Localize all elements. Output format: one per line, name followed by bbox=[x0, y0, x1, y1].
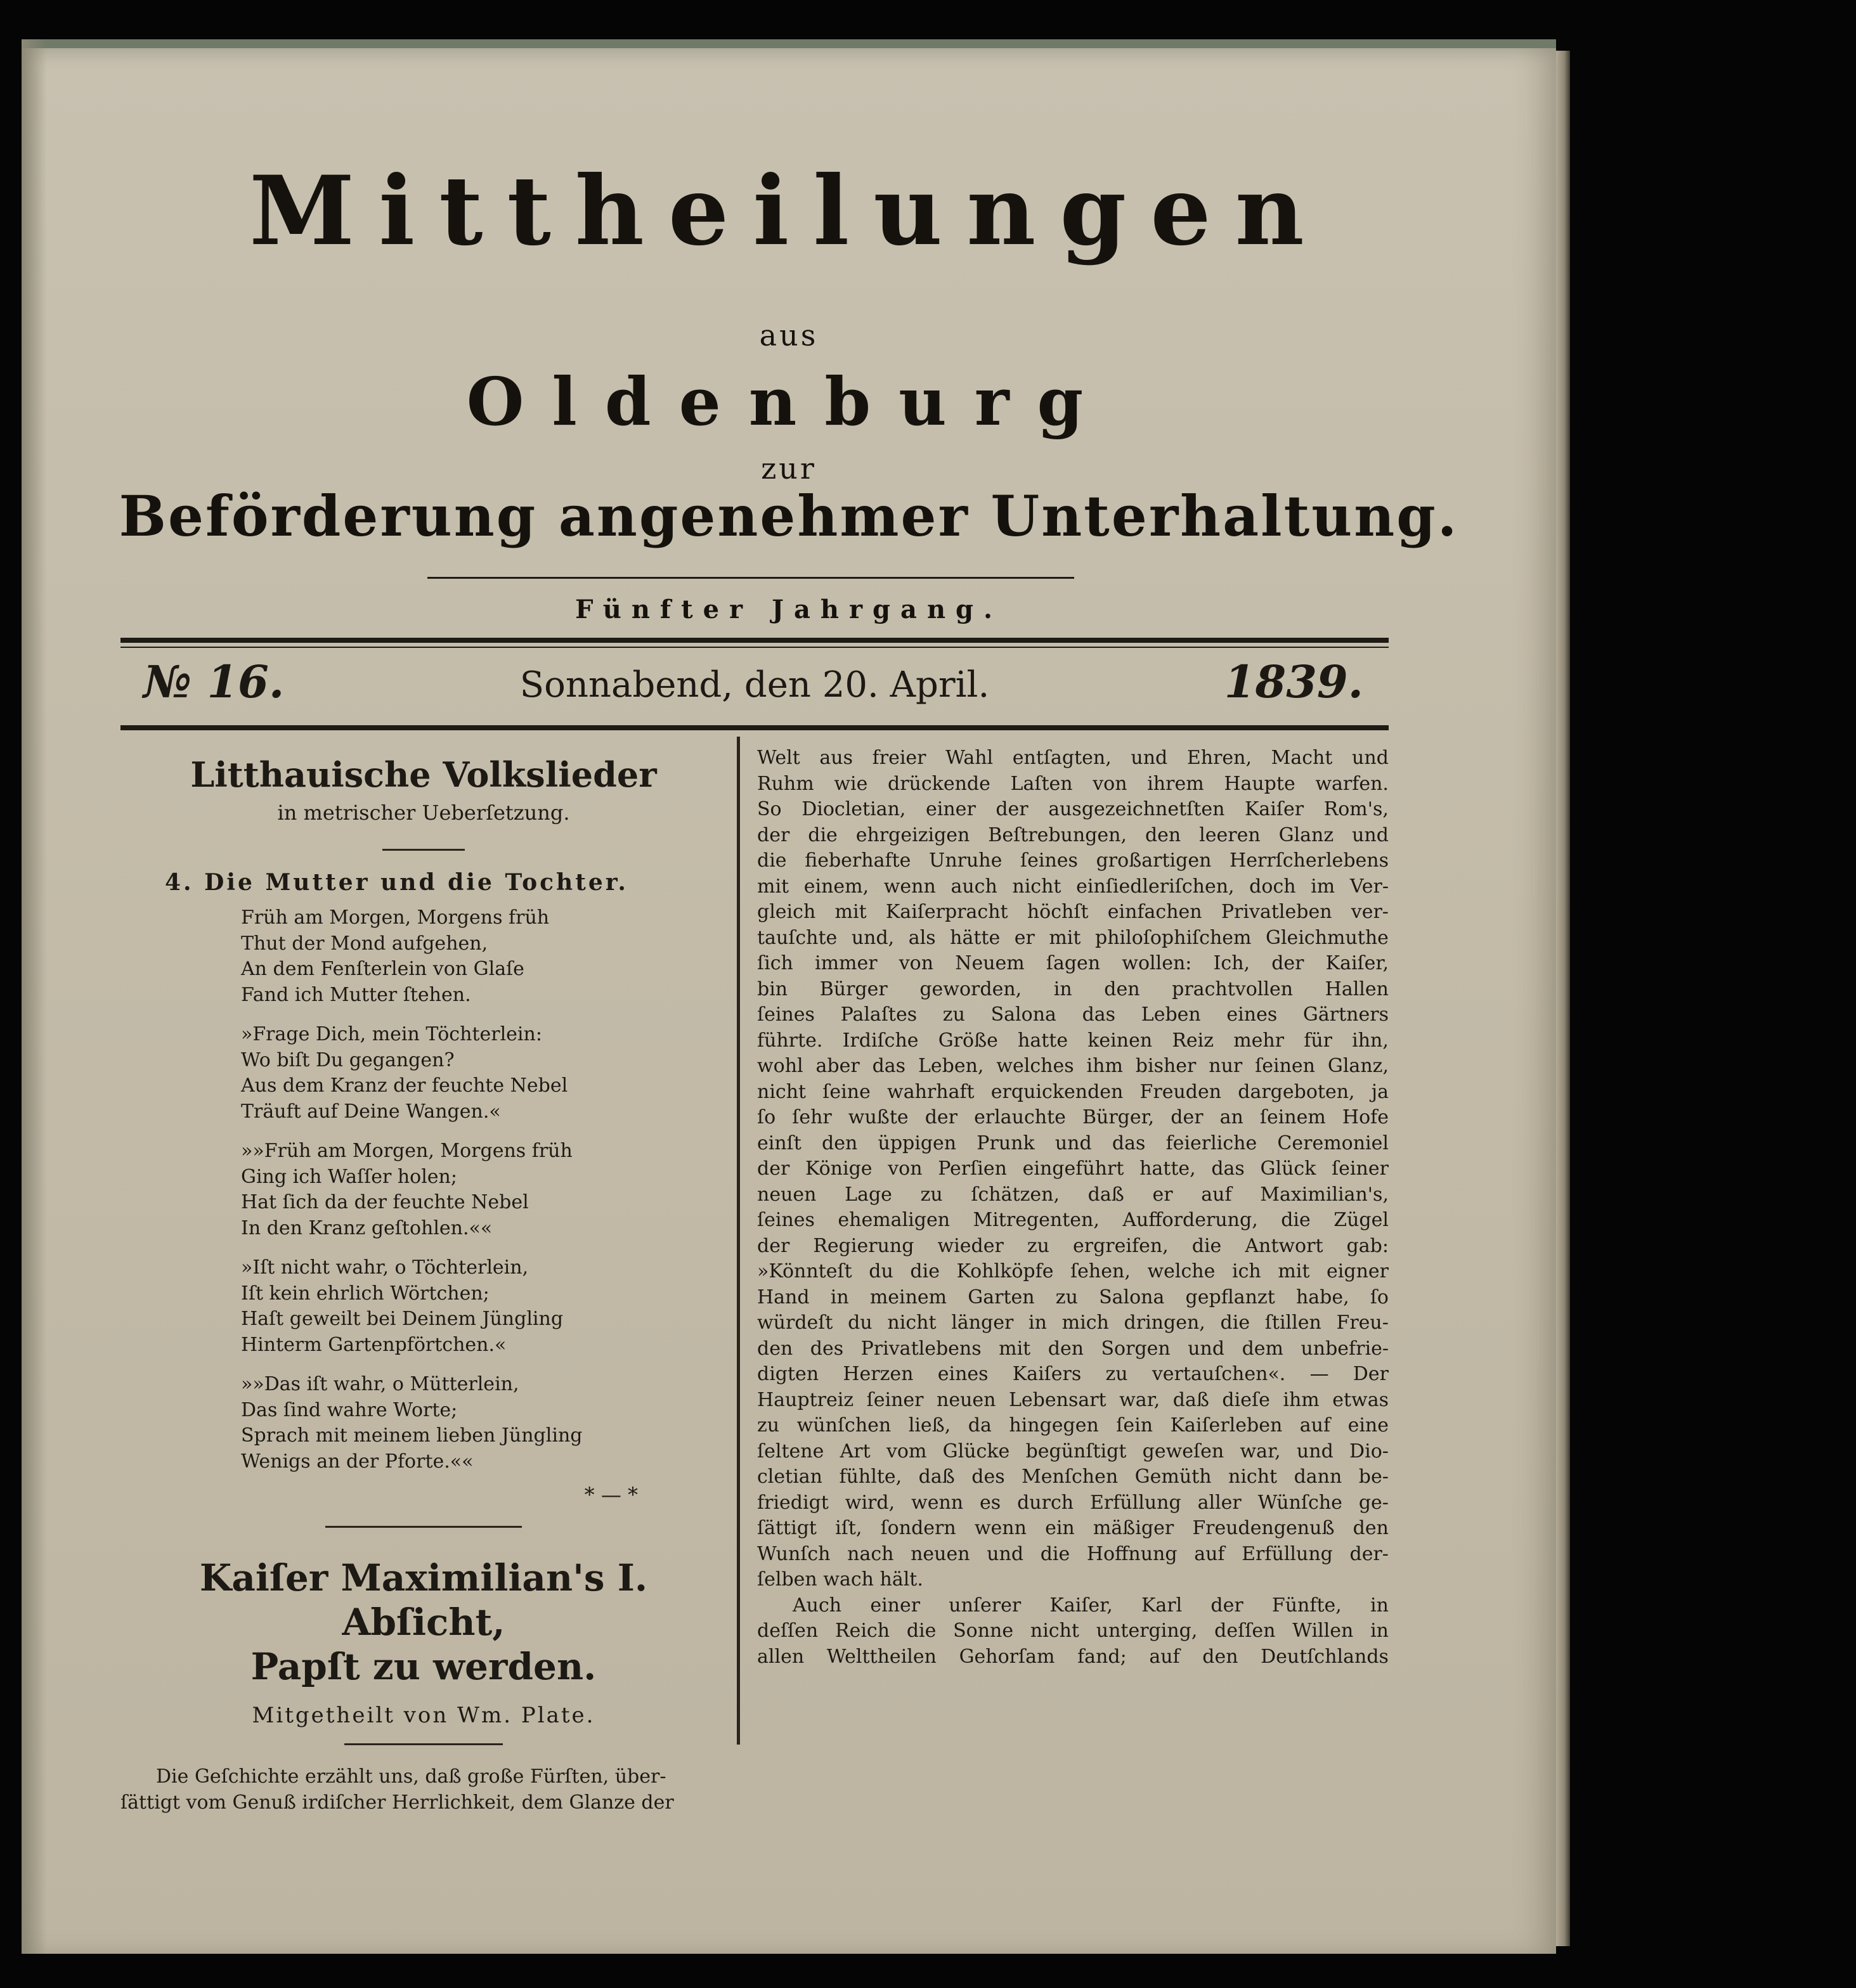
poem-line: Aus dem Kranz der feuchte Nebel bbox=[241, 1075, 568, 1097]
article-line: So Diocletian, einer der ausgezeichnetſten Kaiſer Rom's, bbox=[757, 798, 1389, 820]
poem-line: »Frage Dich, mein Töchterlein: bbox=[241, 1023, 542, 1045]
article-line: Welt aus freier Wahl entſagten, und Ehren, Macht und bbox=[757, 747, 1389, 769]
poem-line: Wo biſt Du gegangen? bbox=[241, 1049, 455, 1071]
poem-stanza bbox=[241, 1139, 727, 1241]
poem-section-subheading: in metrischer Ueberſetzung. bbox=[277, 801, 570, 825]
poem-line: In den Kranz geſtohlen.«« bbox=[241, 1217, 493, 1239]
byline-divider bbox=[344, 1743, 503, 1745]
issue-rule-top-thin bbox=[120, 647, 1389, 648]
poem-stanza bbox=[241, 1255, 727, 1358]
poem-line: Haſt geweilt bei Deinem Jüngling bbox=[241, 1308, 564, 1330]
poem-line: Sprach mit meinem lieben Jüngling bbox=[241, 1424, 583, 1447]
poem-line: Das ſind wahre Worte; bbox=[241, 1398, 458, 1421]
article-line: friedigt wird, wenn es durch Erfüllung aller Wünſche ge- bbox=[757, 1491, 1389, 1514]
article-line: cletian fühlte, daß des Menſchen Gemüth nicht dann be- bbox=[757, 1466, 1389, 1488]
poem-stanza bbox=[241, 1022, 727, 1125]
masthead-place: Oldenburg bbox=[466, 363, 1112, 441]
poem-section-heading: Litthauische Volkslieder bbox=[190, 754, 657, 795]
article-line: »Könnteſt du die Kohlköpfe ſehen, welche ich mit eigner bbox=[757, 1260, 1389, 1282]
article-line: Die Geſchichte erzählt uns, daß große Fürſten, über- bbox=[156, 1765, 666, 1788]
issue-number: № 16. bbox=[143, 655, 285, 708]
poem-line: Fand ich Mutter ſtehen. bbox=[241, 983, 471, 1006]
article-line: ſeines Palaſtes zu Salona das Leben eines Gärtners bbox=[757, 1004, 1389, 1026]
poem-line: Früh am Morgen, Morgens früh bbox=[241, 907, 550, 929]
poem-line: An dem Fenſterlein von Glaſe bbox=[241, 958, 524, 980]
article-line: ſo ſehr wußte der erlauchte Bürger, der an ſeinem Hofe bbox=[757, 1106, 1389, 1128]
masthead-rule bbox=[427, 577, 1074, 579]
poem-line: Ging ich Waſſer holen; bbox=[241, 1165, 457, 1188]
masthead-aus: aus bbox=[759, 318, 819, 352]
article-line: ſättigt iſt, ſondern wenn ein mäßiger Freudengenuß den bbox=[757, 1517, 1389, 1539]
masthead-title: Mittheilungen bbox=[249, 155, 1328, 267]
issue-rule-bottom bbox=[120, 725, 1389, 730]
article-line: ſeltene Art vom Glücke begünſtigt geweſen war, und Dio- bbox=[757, 1440, 1389, 1462]
article-line: die fieberhafte Unruhe ſeines großartigen Herrſcherlebens bbox=[757, 849, 1389, 872]
article-line: bin Bürger geworden, in den prachtvollen Hallen bbox=[757, 978, 1389, 1000]
article-line: gleich mit Kaiſerpracht höchſt einfachen Privatleben ver- bbox=[757, 901, 1389, 923]
article-line: wohl aber das Leben, welches ihm bisher nur ſeinen Glanz, bbox=[757, 1055, 1389, 1077]
article-line: allen Welttheilen Gehorſam fand; auf den Deutſchlands bbox=[757, 1645, 1389, 1668]
issue-line bbox=[120, 652, 1389, 721]
poem-line: Hinterm Gartenpförtchen.« bbox=[241, 1333, 507, 1356]
poem-line: Wenigs an der Pforte.«« bbox=[241, 1450, 474, 1473]
poem-line: »Iſt nicht wahr, o Töchterlein, bbox=[241, 1256, 529, 1279]
poem-line: »»Früh am Morgen, Morgens früh bbox=[241, 1140, 573, 1162]
article-line: ſelben wach hält. bbox=[757, 1568, 923, 1591]
article-line: Ruhm wie drückende Laſten von ihrem Haupte warfen. bbox=[757, 772, 1389, 795]
article-line: deſſen Reich die Sonne nicht unterging, deſſen Willen in bbox=[757, 1620, 1389, 1642]
newspaper-page bbox=[22, 39, 1556, 1954]
article-line: nicht ſeine wahrhaft erquickenden Freuden dargeboten, ja bbox=[757, 1080, 1389, 1103]
article-line: Auch einer unſerer Kaiſer, Karl der Fünfte, in bbox=[793, 1594, 1389, 1617]
section-divider bbox=[325, 1526, 522, 1528]
column-divider bbox=[737, 737, 740, 1745]
article-line: der Könige von Perſien eingeführt hatte, das Glück ſeiner bbox=[757, 1158, 1389, 1180]
poem-line: Iſt kein ehrlich Wörtchen; bbox=[241, 1282, 490, 1305]
article-line: den des Privatlebens mit den Sorgen und dem unbefrie- bbox=[757, 1337, 1389, 1360]
article-line: Wunſch nach neuen und die Hoffnung auf Erfüllung der- bbox=[757, 1542, 1389, 1565]
masthead-subtitle: Beförderung angenehmer Unterhaltung. bbox=[119, 483, 1459, 549]
masthead-zur: zur bbox=[761, 451, 817, 486]
page-edge bbox=[1556, 51, 1570, 1946]
article-line: Hauptreiz ſeiner neuen Lebensart war, daß dieſe ihm etwas bbox=[757, 1388, 1389, 1411]
short-divider bbox=[382, 849, 465, 851]
poem-line: »»Das iſt wahr, o Mütterlein, bbox=[241, 1373, 519, 1395]
poem-line: Thut der Mond aufgehen, bbox=[241, 932, 488, 955]
poem-stanza bbox=[241, 1372, 727, 1475]
article-line: der Regierung wieder zu ergreifen, die Antwort gab: bbox=[757, 1234, 1389, 1257]
article-line: Hand in meinem Garten zu Salona gepflanzt habe, ſo bbox=[757, 1286, 1389, 1308]
article-paragraph-continued bbox=[757, 746, 1389, 1670]
issue-rule-top bbox=[120, 638, 1389, 643]
poem-line: Träuft auf Deine Wangen.« bbox=[241, 1100, 501, 1123]
article-line: ſättigt vom Genuß irdiſcher Herrlichkeit, dem Glanze der bbox=[120, 1791, 674, 1814]
article-byline: Mitgetheilt von Wm. Plate. bbox=[252, 1702, 595, 1728]
article-line: der die ehrgeizigen Beſtrebungen, den leeren Glanz und bbox=[757, 823, 1389, 846]
poem-stanza bbox=[241, 905, 727, 1008]
article-heading-line1: Kaiſer Maximilian's I. Abſicht, bbox=[199, 1556, 648, 1644]
volume-label: Fünfter Jahrgang. bbox=[575, 595, 1003, 624]
article-line: würdeſt du nicht länger in mich dringen, die ſtillen Freu- bbox=[757, 1312, 1389, 1334]
article-line: neuen Lage zu ſchätzen, daß er auf Maximilian's, bbox=[757, 1183, 1389, 1206]
poem-end-mark: * — * bbox=[584, 1483, 638, 1507]
issue-year: 1839. bbox=[1224, 655, 1363, 708]
article-line: führte. Irdiſche Größe hatte keinen Reiz mehr für ihn, bbox=[757, 1029, 1389, 1052]
poem-title: 4. Die Mutter und die Tochter. bbox=[165, 868, 628, 896]
article-line: digten Herzen eines Kaiſers zu vertauſchen«. — Der bbox=[757, 1363, 1389, 1385]
article-heading-line2: Papſt zu werden. bbox=[250, 1644, 597, 1688]
article-line: mit einem, wenn auch nicht einſiedleriſchen, doch im Ver- bbox=[757, 875, 1389, 898]
issue-date: Sonnabend, den 20. April. bbox=[519, 664, 990, 706]
poem-line: Hat ſich da der feuchte Nebel bbox=[241, 1191, 529, 1213]
article-line: einſt den üppigen Prunk und das feierliche Ceremoniel bbox=[757, 1132, 1389, 1154]
article-paragraph-start bbox=[120, 1764, 727, 1816]
page-top-stain bbox=[22, 39, 1556, 48]
article-line: ſich immer von Neuem ſagen wollen: Ich, der Kaiſer, bbox=[757, 952, 1389, 974]
left-column bbox=[120, 737, 727, 1814]
article-line: ſeines ehemaligen Mitregenten, Aufforderung, die Zügel bbox=[757, 1209, 1389, 1231]
article-line: tauſchte und, als hätte er mit philoſophiſchem Gleichmuthe bbox=[757, 926, 1389, 949]
right-column bbox=[757, 746, 1389, 1798]
article-line: zu wünſchen ließ, da hingegen ſein Kaiſerleben auf eine bbox=[757, 1414, 1389, 1436]
